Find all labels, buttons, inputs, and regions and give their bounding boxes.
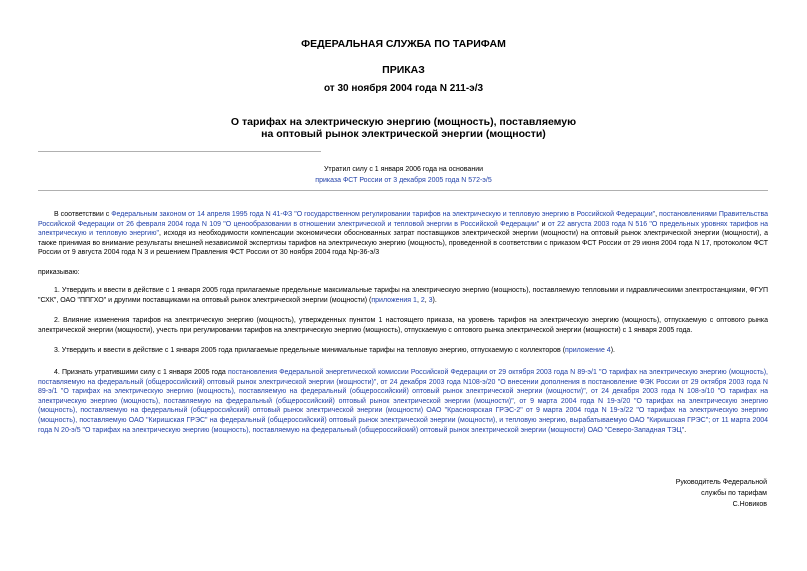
divider-bottom <box>38 190 768 191</box>
document-title-line1: О тарифах на электрическую энергию (мощность), поставляемую <box>230 116 577 128</box>
signature-position: Руководитель Федеральной <box>675 479 767 486</box>
order-word: приказываю: <box>38 269 80 276</box>
appendix-1-link[interactable]: приложения 1 <box>371 296 417 304</box>
clause-3-text: 3. Утвердить и ввести в действие с 1 января 2005 года прилагаемые предельные минимальные тарифы на тепловую энергию, отпускаемую с коллекторов ( <box>54 347 566 354</box>
preamble-text: и <box>539 220 548 228</box>
preamble-text: , исходя из необходимости компенсации экономически обоснованных затрат поставщиков электрической энергии (мощности) на оптовый рынок электрической энергии (мощности), а также принимая во внимание результаты внешней независимой экспертизы тарифов на электрическую энергию (мощность), проведенной в соответствии с приказом ФСТ России от 29 июня 2004 года N 17, протоколом ФСТ России от 9 августа 2004 года N 3 и решением Правления ФСТ России от 30 ноября 2004 года Nр-36-э/3 <box>38 230 768 257</box>
document-type: ПРИКАЗ <box>382 64 425 76</box>
document-date-number: от 30 ноября 2004 года N 211-э/3 <box>323 83 484 94</box>
clause-1-text: ). <box>432 296 437 304</box>
appendix-3-link[interactable]: 3 <box>428 296 433 304</box>
decree-516-link[interactable]: от 22 августа 2003 года N 516 "О предельных уровнях тарифов на электрическую и тепловую энергию" <box>38 220 768 238</box>
appendix-2-link[interactable]: 2 <box>420 296 425 304</box>
signature-name: С.Новиков <box>732 501 767 508</box>
repeal-note: Утратил силу с 1 января 2006 года на основании <box>323 166 484 173</box>
clause-2 <box>38 316 768 335</box>
clause-1 <box>38 286 768 305</box>
repeal-order-link[interactable]: приказа ФСТ России от 3 декабря 2005 года N 572-э/5 <box>315 177 492 184</box>
clause-4-text: . <box>684 426 687 434</box>
federal-law-link[interactable]: Федеральным законом от 14 апреля 1995 года N 41-ФЗ "О государственном регулировании тарифов на электрическую и тепловую энергию в Российской Федерации" <box>111 211 656 218</box>
document-title <box>0 116 807 140</box>
agency-name: ФЕДЕРАЛЬНАЯ СЛУЖБА ПО ТАРИФАМ <box>301 38 506 50</box>
clause-3-text: ). <box>610 347 615 354</box>
document-title-line2: на оптовый рынок электрической энергии (мощности) <box>261 128 546 140</box>
signature-position-line2: службы по тарифам <box>701 490 767 497</box>
repealed-decrees-link[interactable]: постановления Федеральной энергетической комиссии Российской Федерации от 29 октября 2003 года N 89-э/1 "О тарифах на электрическую энергию (мощность), поставляемую на федеральный (общероссийский) оптовый рынок электрической энергии (мощности)", от 24 декабря 2003 года N108-э/20 "О внесении дополнения в постановление ФЭК России от 29 октября 2003 года N 89-э/1 "О тарифах на электрическую энергию (мощность), поставляемую на федеральный (общероссийский) оптовый рынок электрической энергии (мощности)", от 24 декабря 2003 года N 108-э/10 "О тарифах на электрическую энергию (мощность), поставляемую на федеральный (общероссийский) оптовый рынок электрической энергии (мощности)", от 9 марта 2004 года N 19-э/20 "О тарифах на электрическую энергию (мощность), поставляемую на федеральный (общероссийский) оптовый рынок электрической энергии (мощности) ОАО "Красноярская ГРЭС-2" от 9 марта 2004 года N 19-э/22 "О тарифах на электрическую энергию (мощность), поставляемую ОАО "Киришская ГРЭС" на федеральный (общероссийский) оптовый рынок электрической энергии (мощности), и тепловую энергию, вырабатываемую ОАО "Киришская ГРЭС"; от 11 марта 2004 года N 20-э/5 "О тарифах на электрическую энергию (мощность), поставляемую на федеральный (общероссийский) оптовый рынок электрической энергии (мощности) ОАО "Северо-Западная ТЭЦ" <box>38 369 769 434</box>
preamble-text: , <box>655 211 660 218</box>
appendix-4-link[interactable]: приложение 4 <box>565 347 611 354</box>
preamble-text: В соответствии с <box>54 211 112 218</box>
clause-3 <box>38 346 768 356</box>
clause-2-text: 2. Влияние изменения тарифов на электрическую энергию (мощность), утвержденных пунктом 1 настоящего приказа, на уровень тарифов на электрическую энергию (мощность), отпускаемую с оптового рынка электрической энергии (мощности), учесть при регулировании тарифов на электрическую энергию (мощность), отпускаемую с оптового рынка электрической энергии (мощности) с 1 января 2005 года. <box>38 317 768 334</box>
repeal-note-link-row <box>0 175 807 186</box>
divider-top <box>38 151 321 152</box>
clause-1-text: , <box>424 296 429 304</box>
preamble-paragraph <box>38 210 768 258</box>
clause-1-text: 1. Утвердить и ввести в действие с 1 января 2005 года прилагаемые предельные максимальные тарифы на электрическую энергию (мощность), поставляемую тепловыми и гидравлическими электростанциями, ФГУП "СХК", ОАО "ППГХО" и другими поставщиками на оптовый рынок электрической энергии (мощности) ( <box>38 287 768 304</box>
government-decree-link[interactable]: постановлениями Правительства Российской Федерации от 26 февраля 2004 года N 109 "О ценообразовании в отношении электрической и тепловой энергии в Российской Федерации" <box>38 211 769 228</box>
clause-4 <box>38 368 768 435</box>
clause-1-text: , <box>416 296 421 304</box>
clause-4-text: 4. Признать утратившими силу с 1 января 2005 года <box>54 369 228 376</box>
